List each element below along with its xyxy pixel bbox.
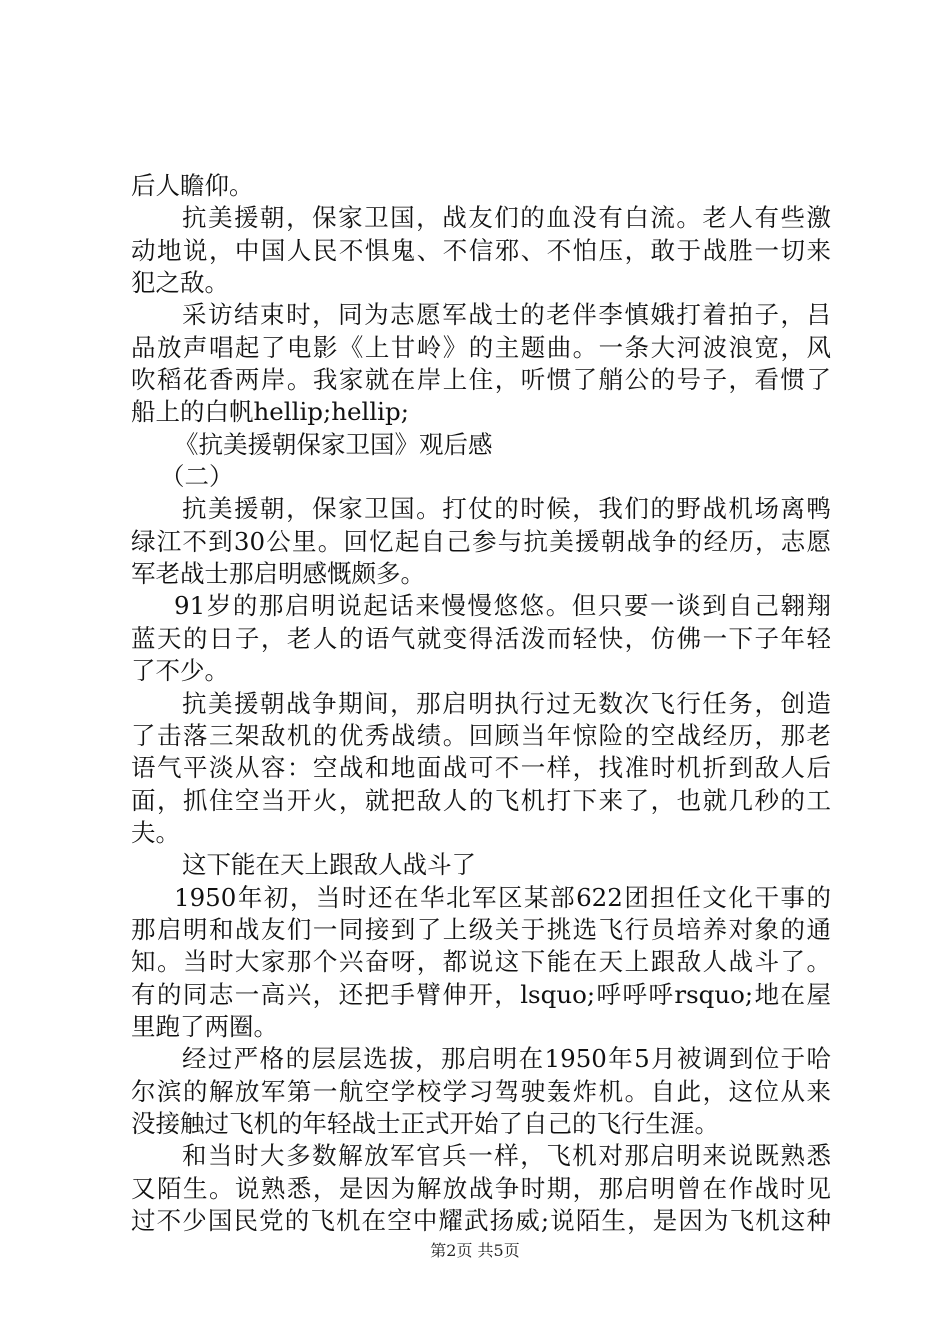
body-line: 采访结束时，同为志愿军战士的老伴李慎娥打着拍子，吕 bbox=[182, 300, 831, 329]
body-line: 抗美援朝战争期间，那启明执行过无数次飞行任务，创造 bbox=[182, 689, 831, 718]
body-line: 经过严格的层层选拔，那启明在1950年5月被调到位于哈 bbox=[182, 1044, 831, 1073]
body-line: 语气平淡从容：空战和地面战可不一样，找准时机折到敌人后 bbox=[131, 753, 831, 782]
body-line: 军老战士那启明感慨颇多。 bbox=[131, 559, 425, 588]
section-subtitle: （二） bbox=[160, 462, 234, 491]
body-line: 动地说，中国人民不惧鬼、不信邪、不怕压，敢于战胜一切来 bbox=[131, 236, 831, 265]
body-line: 夫。 bbox=[131, 818, 180, 847]
body-line: 面，抓住空当开火，就把敌人的飞机打下来了，也就几秒的工 bbox=[131, 786, 831, 815]
body-line: 尔滨的解放军第一航空学校学习驾驶轰炸机。自此，这位从来 bbox=[131, 1077, 831, 1106]
body-line: 里跑了两圈。 bbox=[131, 1012, 278, 1041]
body-line: 过不少国民党的飞机在空中耀武扬威;说陌生，是因为飞机这种 bbox=[131, 1206, 831, 1235]
body-line: 和当时大多数解放军官兵一样，飞机对那启明来说既熟悉 bbox=[182, 1141, 831, 1170]
section-title: 《抗美援朝保家卫国》观后感 bbox=[174, 430, 493, 459]
body-line: 品放声唱起了电影《上甘岭》的主题曲。一条大河波浪宽，风 bbox=[131, 333, 831, 362]
body-line: 抗美援朝，保家卫国。打仗的时候，我们的野战机场离鸭 bbox=[182, 494, 831, 523]
body-line: 91岁的那启明说起话来慢慢悠悠。但只要一谈到自己翱翔 bbox=[174, 591, 831, 620]
body-line: 知。当时大家那个兴奋呀，都说这下能在天上跟敌人战斗了。 bbox=[131, 947, 831, 976]
body-line: 有的同志一高兴，还把手臂伸开，lsquo;呼呼呼rsquo;地在屋 bbox=[131, 980, 831, 1009]
body-line: 那启明和战友们一同接到了上级关于挑选飞行员培养对象的通 bbox=[131, 915, 831, 944]
body-line: 抗美援朝，保家卫国，战友们的血没有白流。老人有些激 bbox=[182, 203, 831, 232]
body-line: 又陌生。说熟悉，是因为解放战争时期，那启明曾在作战时见 bbox=[131, 1174, 831, 1203]
body-line: 犯之敌。 bbox=[131, 268, 229, 297]
body-line: 绿江不到30公里。回忆起自己参与抗美援朝战争的经历，志愿 bbox=[131, 527, 831, 556]
body-line: 了不少。 bbox=[131, 656, 229, 685]
body-line: 后人瞻仰。 bbox=[131, 171, 254, 200]
subheading: 这下能在天上跟敌人战斗了 bbox=[182, 850, 476, 879]
body-line: 1950年初，当时还在华北军区某部622团担任文化干事的 bbox=[174, 883, 831, 912]
body-line: 吹稻花香两岸。我家就在岸上住，听惯了艄公的号子，看惯了 bbox=[131, 365, 831, 394]
body-line: 蓝天的日子，老人的语气就变得活泼而轻快，仿佛一下子年轻 bbox=[131, 624, 831, 653]
page-footer: 第2页 共5页 bbox=[430, 1241, 520, 1260]
body-line: 没接触过飞机的年轻战士正式开始了自己的飞行生涯。 bbox=[131, 1109, 719, 1138]
body-line: 船上的白帆hellip;hellip; bbox=[131, 397, 409, 426]
body-line: 了击落三架敌机的优秀战绩。回顾当年惊险的空战经历，那老 bbox=[131, 721, 831, 750]
